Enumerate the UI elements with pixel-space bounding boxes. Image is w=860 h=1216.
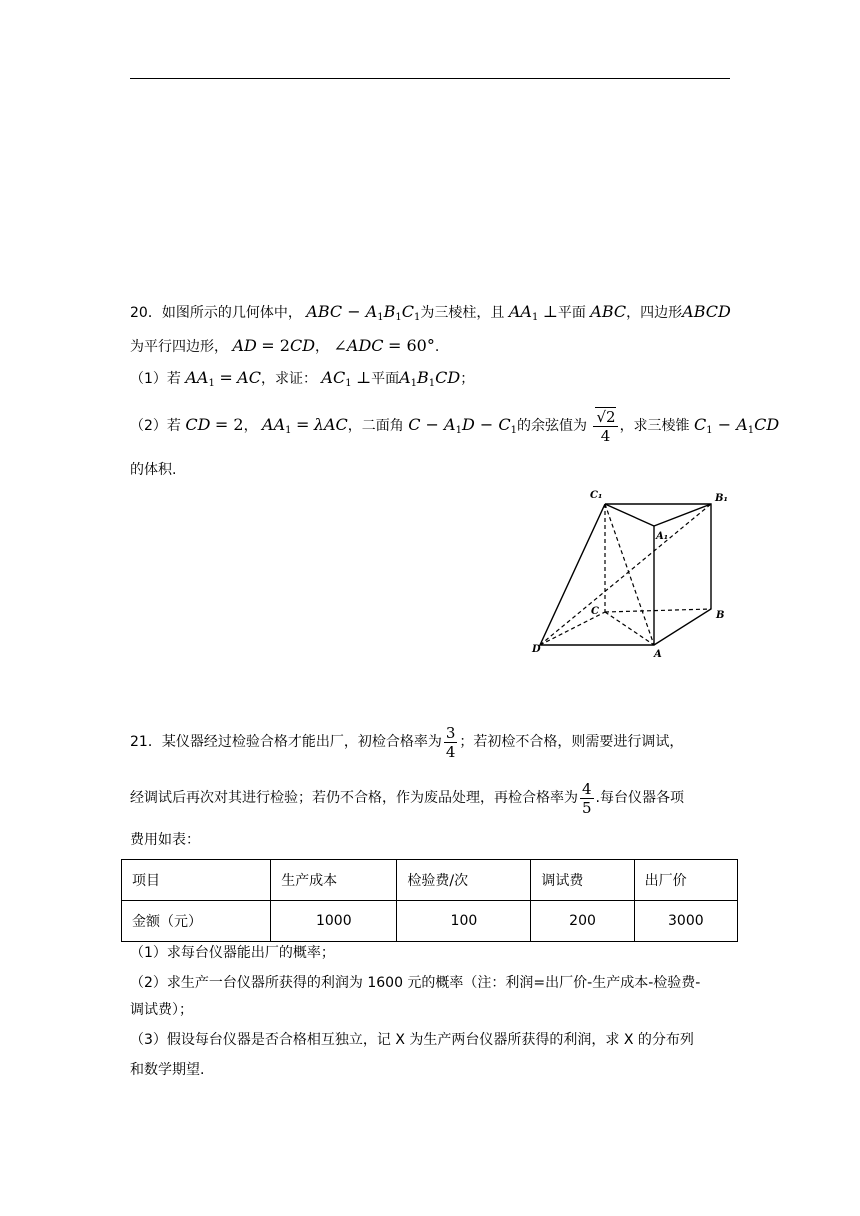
q21-part-3-cont: 和数学期望. xyxy=(130,1062,205,1078)
math-pyramid: $C_1 - A_1CD$ xyxy=(694,415,780,436)
q20-intro-text-2: 为三棱柱，且 xyxy=(420,305,505,321)
label-a: A xyxy=(654,649,662,660)
q20-line-1: 20．如图所示的几何体中， ABC − $A_1B_1C_1$为三棱柱，且 $AA_1$ ⊥平面 ABC，四边形ABCD xyxy=(130,302,731,323)
q20-line2-text: 为平行四边形， xyxy=(130,339,228,355)
math-abcd: ABCD xyxy=(682,302,731,321)
fraction-sqrt2-over-4: $\frac{√2}{4}$ xyxy=(593,408,617,445)
math-ac1: $AC_1$ xyxy=(321,368,352,389)
q20-intro-text-3: 平面 xyxy=(557,305,586,321)
table-cell: 1000 xyxy=(271,901,397,942)
q20-part2-text: ，二面角 xyxy=(347,418,404,434)
label-d: D xyxy=(532,644,541,655)
table-header-cell: 检验费/次 xyxy=(397,860,531,901)
q21-line1-text: 某仪器经过检验合格才能出厂，初检合格率为 xyxy=(161,734,442,750)
cost-table xyxy=(121,859,738,942)
header-rule xyxy=(130,78,730,79)
math-ad-eq: AD xyxy=(232,336,257,355)
math-abc: ABC xyxy=(590,302,627,321)
q20-part1-text-2: 平面 xyxy=(371,371,400,387)
fraction-4-5: $\frac{4}{5}$ xyxy=(582,779,592,817)
q20-part2-label: （2）若 xyxy=(130,418,181,434)
label-b1: B₁ xyxy=(715,493,728,504)
q21-line-3: 费用如表： xyxy=(130,832,200,848)
label-b: B xyxy=(716,610,725,621)
q21-line-1 xyxy=(130,722,683,762)
math-plane: $A_1B_1CD$ xyxy=(399,368,461,389)
q20-part2-text-3: ，求三棱锥 xyxy=(619,418,690,434)
q20-part1-label: （1）若 xyxy=(130,371,181,387)
table-header-cell: 项目 xyxy=(122,860,271,901)
q21-part-2: （2）求生产一台仪器所获得的利润为 1600 元的概率（注：利润=出厂价-生产成本-检验费- xyxy=(130,975,701,991)
table-row xyxy=(122,901,738,942)
prism-figure xyxy=(528,482,738,662)
q21-part-1: （1）求每台仪器能出厂的概率； xyxy=(130,945,335,961)
q20-line-2: 为平行四边形， AD = 2CD， ∠ADC = 60°. xyxy=(130,336,440,355)
table-header-row xyxy=(122,860,738,901)
table-header-cell: 出厂价 xyxy=(634,860,737,901)
math-aa1: $AA_1$ xyxy=(508,302,539,323)
label-c1: C₁ xyxy=(590,490,603,501)
q20-intro-text: 如图所示的几何体中， xyxy=(161,305,302,321)
q20-part-2: （2）若 CD = 2， $AA_1 = \lambda AC$，二面角 $C - A_1D - C_1$的余弦值为 $\frac{√2}{4}$ ，求三棱锥 $C_1 - A_1CD$ xyxy=(130,407,780,445)
q21-line1-text-2: ；若初检不合格，则需要进行调试， xyxy=(459,734,684,750)
fraction-3-4: $\frac{3}{4}$ xyxy=(445,723,456,761)
q20-intro-text-4: ，四边形 xyxy=(626,305,683,321)
q20-part-1: （1）若 $AA_1$ = AC，求证： $AC_1$ ⊥平面$A_1B_1CD$； xyxy=(130,368,475,389)
math-prism: ABC − $A_1B_1C_1$ xyxy=(306,302,421,323)
table-header-cell: 调试费 xyxy=(531,860,634,901)
table-cell: 100 xyxy=(397,901,531,942)
q21-line2-text: 经调试后再次对其进行检验；若仍不合格，作为废品处理，再检合格率为 xyxy=(130,790,578,806)
math-lambda: $AA_1$ xyxy=(262,415,292,436)
table-cell: 3000 xyxy=(634,901,737,942)
q20-part1-text: ，求证： xyxy=(260,371,317,387)
q21-line2-text-2: .每台仪器各项 xyxy=(595,790,684,806)
q20-part2-text-2: 的余弦值为 xyxy=(517,418,587,434)
table-cell: 200 xyxy=(531,901,634,942)
math-angle: ADC xyxy=(346,336,384,355)
math-aa1-eq-ac: $AA_1$ xyxy=(185,368,215,389)
label-a1: A₁ xyxy=(656,531,669,542)
q20-part-2-end: 的体积. xyxy=(130,462,177,478)
table-row-label: 金额（元） xyxy=(122,901,271,942)
math-dihedral: $C - A_1D - C_1$ xyxy=(408,415,517,436)
q20-number: 20． xyxy=(130,305,162,321)
q21-line-2 xyxy=(130,778,684,818)
table-header-cell: 生产成本 xyxy=(271,860,397,901)
q21-part-2-cont: 调试费）； xyxy=(130,1002,193,1018)
math-cd-eq: CD xyxy=(185,415,211,434)
label-c: C xyxy=(591,606,599,617)
q21-part-3: （3）假设每台仪器是否合格相互独立，记 X 为生产两台仪器所获得的利润，求 X 的分布列 xyxy=(130,1032,694,1048)
q21-number: 21． xyxy=(130,734,162,750)
